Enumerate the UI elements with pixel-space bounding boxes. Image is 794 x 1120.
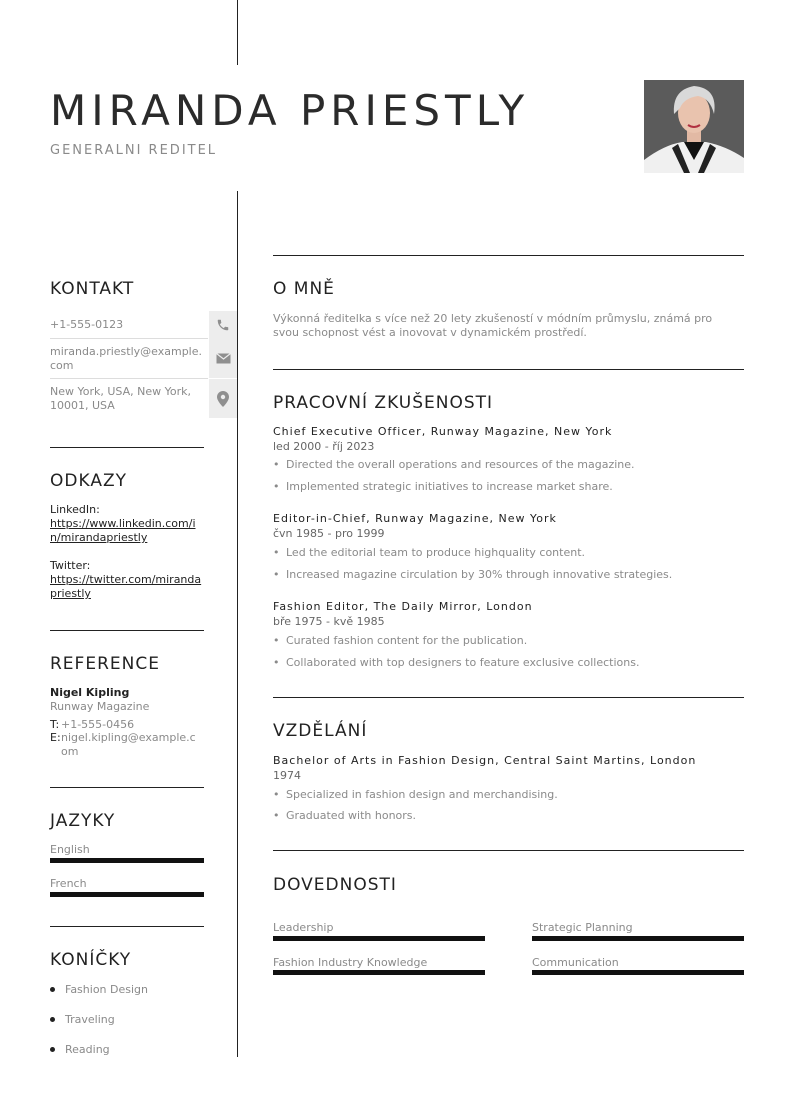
job-bullet: • Collaborated with top designers to feature exclusive collections. bbox=[273, 656, 639, 669]
language-name: French bbox=[50, 877, 87, 890]
candidate-name: MIRANDA PRIESTLY bbox=[50, 86, 530, 135]
section-divider bbox=[50, 630, 204, 631]
language-name: English bbox=[50, 843, 90, 856]
section-divider bbox=[273, 369, 744, 370]
linkedin-label: LinkedIn: bbox=[50, 503, 100, 516]
job-date: čvn 1985 - pro 1999 bbox=[273, 527, 385, 540]
reference-phone: +1-555-0456 bbox=[61, 718, 135, 731]
education-year: 1974 bbox=[273, 769, 301, 782]
job-date: led 2000 - říj 2023 bbox=[273, 440, 375, 453]
linkedin-link[interactable]: https://www.linkedin.com/in/mirandapriestly bbox=[50, 517, 196, 544]
contact-heading: KONTAKT bbox=[50, 279, 135, 299]
vertical-divider-top bbox=[237, 0, 238, 65]
degree-title: Bachelor of Arts in Fashion Design, Central Saint Martins, London bbox=[273, 754, 697, 767]
contact-divider bbox=[50, 378, 208, 379]
skill-name: Strategic Planning bbox=[532, 921, 633, 934]
reference-name: Nigel Kipling bbox=[50, 686, 130, 699]
job-bullet: • Led the editorial team to produce highquality content. bbox=[273, 546, 585, 559]
skill-level-bar bbox=[532, 936, 744, 941]
skill-name: Fashion Industry Knowledge bbox=[273, 956, 428, 969]
hobby-item: Reading bbox=[65, 1043, 110, 1056]
links-heading: ODKAZY bbox=[50, 471, 127, 491]
job-title: Chief Executive Officer, Runway Magazine, New York bbox=[273, 425, 613, 438]
profile-photo bbox=[644, 80, 744, 173]
section-divider bbox=[50, 447, 204, 448]
reference-email[interactable]: nigel.kipling@example.com bbox=[61, 731, 196, 758]
reference-phone-label: T: bbox=[50, 718, 60, 731]
education-bullet: • Graduated with honors. bbox=[273, 809, 416, 822]
section-divider bbox=[273, 697, 744, 698]
section-divider bbox=[273, 255, 744, 256]
education-heading: VZDĚLÁNÍ bbox=[273, 721, 368, 741]
twitter-link[interactable]: https://twitter.com/mirandapriestly bbox=[50, 573, 202, 600]
job-title: Fashion Editor, The Daily Mirror, London bbox=[273, 600, 533, 613]
skill-name: Communication bbox=[532, 956, 619, 969]
contact-phone: +1-555-0123 bbox=[50, 318, 124, 331]
vertical-divider-main bbox=[237, 191, 238, 1057]
job-bullet: • Implemented strategic initiatives to increase market share. bbox=[273, 480, 613, 493]
section-divider bbox=[50, 787, 204, 788]
contact-address: New York, USA, New York, 10001, USA bbox=[50, 385, 191, 412]
contact-email[interactable]: miranda.priestly@example.com bbox=[50, 345, 203, 372]
language-level-bar bbox=[50, 892, 204, 897]
bullet-dot bbox=[50, 1047, 55, 1052]
about-heading: O MNĚ bbox=[273, 279, 335, 299]
job-bullet: • Curated fashion content for the publication. bbox=[273, 634, 527, 647]
reference-email-label: E: bbox=[50, 731, 61, 744]
job-date: bře 1975 - kvě 1985 bbox=[273, 615, 385, 628]
job-title-header: GENERALNI REDITEL bbox=[50, 143, 218, 158]
phone-icon bbox=[209, 311, 237, 339]
section-divider bbox=[50, 926, 204, 927]
bullet-dot bbox=[50, 987, 55, 992]
job-bullet: • Increased magazine circulation by 30% through innovative strategies. bbox=[273, 568, 672, 581]
map-pin-icon bbox=[209, 379, 237, 418]
skills-heading: DOVEDNOSTI bbox=[273, 875, 397, 895]
language-level-bar bbox=[50, 858, 204, 863]
hobbies-heading: KONÍČKY bbox=[50, 950, 132, 970]
languages-heading: JAZYKY bbox=[50, 811, 116, 831]
education-bullet: • Specialized in fashion design and merchandising. bbox=[273, 788, 558, 801]
job-title: Editor-in-Chief, Runway Magazine, New York bbox=[273, 512, 557, 525]
hobby-item: Fashion Design bbox=[65, 983, 148, 996]
twitter-label: Twitter: bbox=[50, 559, 91, 572]
skill-level-bar bbox=[273, 970, 485, 975]
skill-level-bar bbox=[273, 936, 485, 941]
job-bullet: • Directed the overall operations and resources of the magazine. bbox=[273, 458, 635, 471]
experience-heading: PRACOVNÍ ZKUŠENOSTI bbox=[273, 393, 494, 413]
about-text: Výkonná ředitelka s více než 20 lety zkušeností v módním průmyslu, známá pro svou schopnost vést a inovovat v dynamickém prostředí. bbox=[273, 312, 713, 339]
envelope-icon bbox=[209, 339, 237, 378]
section-divider bbox=[273, 850, 744, 851]
hobby-item: Traveling bbox=[65, 1013, 115, 1026]
skill-name: Leadership bbox=[273, 921, 334, 934]
reference-company: Runway Magazine bbox=[50, 700, 150, 713]
reference-heading: REFERENCE bbox=[50, 654, 160, 674]
skill-level-bar bbox=[532, 970, 744, 975]
bullet-dot bbox=[50, 1017, 55, 1022]
contact-divider bbox=[50, 338, 208, 339]
